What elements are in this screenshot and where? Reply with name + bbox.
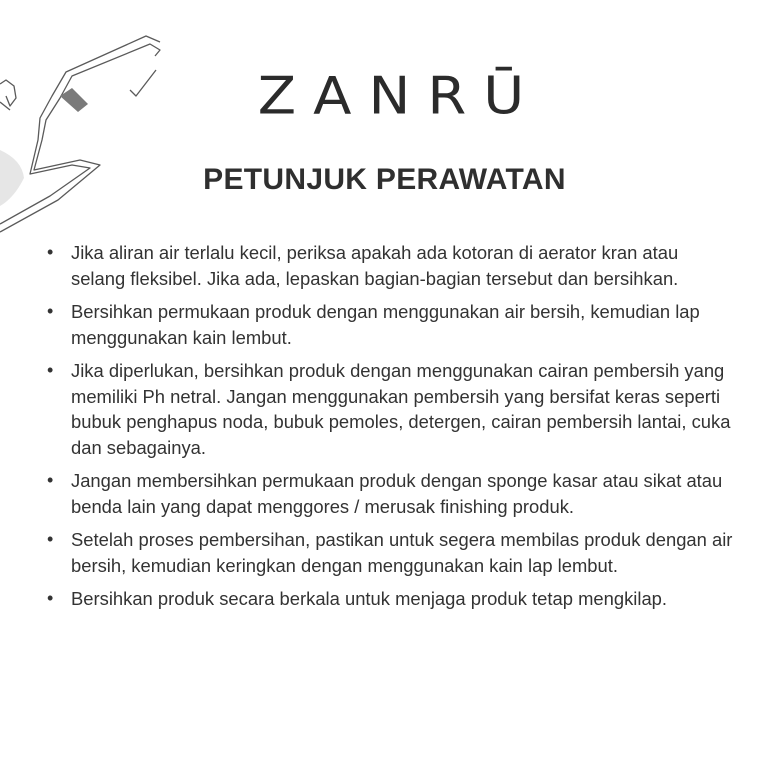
- bullet-icon: •: [47, 470, 54, 490]
- page-title: PETUNJUK PERAWATAN: [203, 163, 566, 196]
- list-item-text: Jangan membersihkan permukaan produk dengan sponge kasar atau sikat atau benda lain yang dapat menggores / merusak finishing produk.: [71, 470, 723, 517]
- list-item: [44, 358, 734, 460]
- list-item-text: Bersihkan produk secara berkala untuk menjaga produk tetap mengkilap.: [71, 588, 668, 609]
- list-item: [44, 468, 734, 519]
- bullet-icon: •: [47, 360, 54, 380]
- bullet-icon: •: [47, 588, 54, 608]
- bullet-icon: •: [47, 242, 54, 262]
- care-instructions-list: [44, 240, 734, 620]
- list-item: [44, 299, 734, 350]
- bullet-icon: •: [47, 529, 54, 549]
- brand-logo-text: ZANRŪ: [257, 66, 542, 127]
- list-item-text: Jika aliran air terlalu kecil, periksa apakah ada kotoran di aerator kran atau selang fleksibel. Jika ada, lepaskan bagian-bagian tersebut dan bersihkan.: [71, 242, 679, 289]
- brand-logo: [0, 62, 769, 132]
- bullet-icon: •: [47, 301, 54, 321]
- list-item: [44, 527, 734, 578]
- list-item-text: Setelah proses pembersihan, pastikan untuk segera membilas produk dengan air bersih, kemudian keringkan dengan menggunakan kain lap lembut.: [71, 529, 733, 576]
- list-item: [44, 240, 734, 291]
- list-item-text: Jika diperlukan, bersihkan produk dengan menggunakan cairan pembersih yang memiliki Ph netral. Jangan menggunakan pembersih yang bersifat keras seperti bubuk penghapus noda, bubuk pemoles, detergen, cairan pembersih lantai, cuka dan sebagainya.: [71, 360, 731, 458]
- list-item-text: Bersihkan permukaan produk dengan menggunakan air bersih, kemudian lap menggunakan kain lembut.: [71, 301, 700, 348]
- list-item: [44, 586, 734, 612]
